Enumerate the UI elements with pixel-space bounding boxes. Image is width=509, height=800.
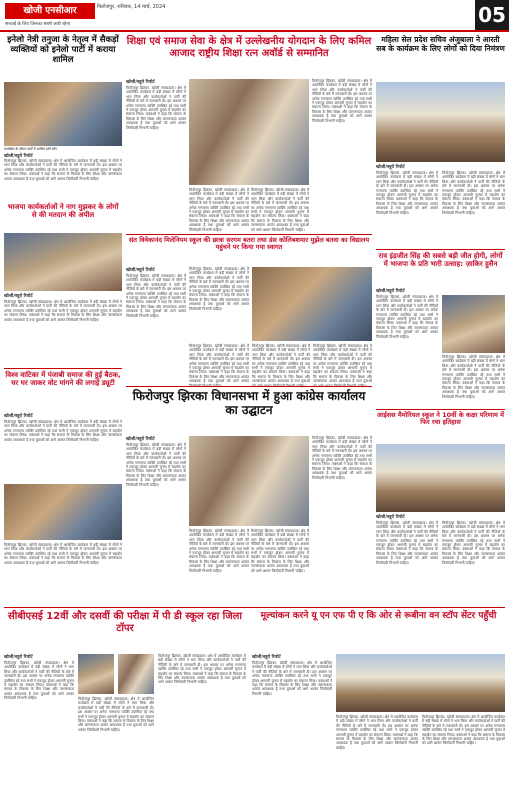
story-body: फिरोजपुर झिरका, खोजी संवाददाता। क्षेत्र में आयोजित कार्यक्रम में बड़ी संख्या में लोगों ने भाग लिया और कार्यकर्ताओं ने पार्टी की नीतियों के बारे में जानकारी दी। इस अवसर पर अनेक गणमान्य व्यक्ति उपस्थित रहे तथा सभी ने एकजुट होकर आगामी चुनाव में सहयोग का संकल्प लिया। वक्ताओं ने कहा कि समाज के विकास के लिए शिक्षा और जागरूकता अत्यंत आवश्यक है तथा युवाओं को आगे आकर जिम्मेदारी निभानी चाहिए। [442, 171, 505, 215]
photo-bjp-workers [4, 233, 122, 291]
story-body: फिरोजपुर झिरका, खोजी संवाददाता। क्षेत्र में आयोजित कार्यक्रम में बड़ी संख्या में लोगों ने भाग लिया और कार्यकर्ताओं ने पार्टी की नीतियों के बारे में जानकारी दी। इस अवसर पर अनेक गणमान्य व्यक्ति उपस्थित रहे तथा सभी ने एकजुट होकर आगामी चुनाव में सहयोग का संकल्प लिया। वक्ताओं ने कहा कि समाज के विकास के लिए शिक्षा और जागरूकता अत्यंत आवश्यक है तथा युवाओं को आगे आकर जिम्मेदारी निभानी चाहिए। [126, 86, 186, 130]
photo-zakir-hussain [442, 295, 505, 353]
byline: खोजी/ब्यूरो रिपोर्ट [252, 655, 281, 660]
story-body: फिरोजपुर झिरका, खोजी संवाददाता। क्षेत्र में आयोजित कार्यक्रम में बड़ी संख्या में लोगों ने भाग लिया और कार्यकर्ताओं ने पार्टी की नीतियों के बारे में जानकारी दी। इस अवसर पर अनेक गणमान्य व्यक्ति उपस्थित रहे तथा सभी ने एकजुट होकर आगामी चुनाव में सहयोग का संकल्प लिया। वक्ताओं ने कहा कि समाज के विकास के लिए शिक्षा और जागरूकता अत्यंत आवश्यक है तथा युवाओं को आगे आकर जिम्मेदारी निभानी चाहिए। [376, 295, 438, 339]
story-body: फिरोजपुर झिरका, खोजी संवाददाता। क्षेत्र में आयोजित कार्यक्रम में बड़ी संख्या में लोगों ने भाग लिया और कार्यकर्ताओं ने पार्टी की नीतियों के बारे में जानकारी दी। इस अवसर पर अनेक गणमान्य व्यक्ति उपस्थित रहे तथा सभी ने एकजुट होकर आगामी चुनाव में सहयोग का संकल्प लिया। वक्ताओं ने कहा कि समाज के विकास के लिए शिक्षा और जागरूकता अत्यंत आवश्यक है तथा युवाओं को आगे आकर जिम्मेदारी निभानी चाहिए। [189, 267, 249, 311]
headline-school-welcome: संत विवेकानंद मिलेनियम स्कूल की छात्रा सरगम बतरा तथा डंस कोलिबशमार मुझेल बतवा का विद्यालय पहुंचने पर किया गया स्वागत [128, 236, 370, 252]
story-body: फिरोजपुर झिरका, खोजी संवाददाता। क्षेत्र में आयोजित कार्यक्रम में बड़ी संख्या में लोगों ने भाग लिया और कार्यकर्ताओं ने पार्टी की नीतियों के बारे में जानकारी दी। इस अवसर पर अनेक गणमान्य व्यक्ति उपस्थित रहे तथा सभी ने एकजुट होकर आगामी चुनाव में सहयोग का संकल्प लिया। वक्ताओं ने कहा कि समाज के विकास के लिए शिक्षा और जागरूकता अत्यंत आवश्यक है तथा युवाओं को आगे आकर जिम्मेदारी निभानी चाहिए। [442, 521, 505, 565]
photo-students-result [376, 444, 505, 512]
byline: खोजी/ब्यूरो रिपोर्ट [4, 414, 33, 419]
byline: खोजी/ब्यूरो रिपोर्ट [4, 294, 33, 299]
divider [126, 386, 372, 387]
photo-topper-1 [78, 654, 114, 694]
story-body: फिरोजपुर झिरका, खोजी संवाददाता। क्षेत्र में आयोजित कार्यक्रम में बड़ी संख्या में लोगों ने भाग लिया और कार्यकर्ताओं ने पार्टी की नीतियों के बारे में जानकारी दी। इस अवसर पर अनेक गणमान्य व्यक्ति उपस्थित रहे तथा सभी ने एकजुट होकर आगामी चुनाव में सहयोग का संकल्प लिया। वक्ताओं ने कहा कि समाज के विकास के लिए शिक्षा और जागरूकता अत्यंत आवश्यक है तथा युवाओं को आगे आकर जिम्मेदारी निभानी चाहिए। [78, 697, 155, 732]
photo-caption: कार्यक्रम के दौरान पार्टी में शामिल होते लोग [4, 147, 57, 151]
byline: खोजी/ब्यूरो रिपोर्ट [4, 655, 33, 660]
photo-women-gathering [376, 82, 505, 162]
headline-education-award: शिक्षा एवं समाज सेवा के क्षेत्र में उल्लेखनीय योगदान के लिए कमिल आजाद राष्ट्रीय शिक्षा रत्न अवॉर्ड से सम्मानित [126, 36, 372, 59]
story-body: फिरोजपुर झिरका, खोजी संवाददाता। क्षेत्र में आयोजित कार्यक्रम में बड़ी संख्या में लोगों ने भाग लिया और कार्यकर्ताओं ने पार्टी की नीतियों के बारे में जानकारी दी। इस अवसर पर अनेक गणमान्य व्यक्ति उपस्थित रहे तथा सभी ने एकजुट होकर आगामी चुनाव में सहयोग का संकल्प लिया। वक्ताओं ने कहा कि समाज के विकास के लिए शिक्षा और जागरूकता अत्यंत आवश्यक है तथा युवाओं को आगे आकर जिम्मेदारी निभानी चाहिए। [376, 521, 438, 565]
tagline: सच्चाई के लिए जिनका संघर्ष जारी रहेगा [5, 22, 71, 27]
story-body: फिरोजपुर झिरका, खोजी संवाददाता। क्षेत्र में आयोजित कार्यक्रम में बड़ी संख्या में लोगों ने भाग लिया और कार्यकर्ताओं ने पार्टी की नीतियों के बारे में जानकारी दी। इस अवसर पर अनेक गणमान्य व्यक्ति उपस्थित रहे तथा सभी ने एकजुट होकर आगामी चुनाव में सहयोग का संकल्प लिया। वक्ताओं ने कहा कि समाज के विकास के लिए शिक्षा और जागरूकता अत्यंत आवश्यक है तथा युवाओं को आगे आकर जिम्मेदारी निभानी चाहिए। [312, 79, 372, 123]
story-body: फिरोजपुर झिरका, खोजी संवाददाता। क्षेत्र में आयोजित कार्यक्रम में बड़ी संख्या में लोगों ने भाग लिया और कार्यकर्ताओं ने पार्टी की नीतियों के बारे में जानकारी दी। इस अवसर पर अनेक गणमान्य व्यक्ति उपस्थित रहे तथा सभी ने एकजुट होकर आगामी चुनाव में सहयोग का संकल्प लिया। वक्ताओं ने कहा कि समाज के विकास के लिए शिक्षा और जागरूकता अत्यंत आवश्यक है तथा युवाओं को आगे आकर जिम्मेदारी निभानी चाहिए। [252, 661, 332, 696]
story-body: फिरोजपुर झिरका, खोजी संवाददाता। क्षेत्र में आयोजित कार्यक्रम में बड़ी संख्या में लोगों ने भाग लिया और कार्यकर्ताओं ने पार्टी की नीतियों के बारे में जानकारी दी। इस अवसर पर अनेक गणमान्य व्यक्ति उपस्थित रहे तथा सभी ने एकजुट होकर आगामी चुनाव में सहयोग का संकल्प लिया। वक्ताओं ने कहा कि समाज के विकास के लिए शिक्षा और जागरूकता अत्यंत आवश्यक है तथा युवाओं [252, 344, 310, 384]
headline-cbse-topper: सीबीएसई 12वीं और दसवीं की परीक्षा में पी डी स्कूल रहा जिला टॉपर [7, 611, 243, 634]
byline: खोजी/ब्यूरो रिपोर्ट [376, 289, 405, 294]
story-body: फिरोजपुर झिरका, खोजी संवाददाता। क्षेत्र में आयोजित कार्यक्रम में बड़ी संख्या में लोगों ने भाग लिया और कार्यकर्ताओं ने पार्टी की नीतियों के बारे में जानकारी दी। इस अवसर पर अनेक गणमान्य व्यक्ति उपस्थित रहे तथा सभी ने एकजुट होकर आगामी चुनाव में सहयोग का संकल्प लिया। वक्ताओं ने कहा कि समाज के विकास के लिए शिक्षा और जागरूकता अत्यंत आवश्यक है तथा युवाओं को आगे आकर जिम्मेदारी निभानी चाहिए। [4, 159, 122, 181]
story-body: फिरोजपुर झिरका, खोजी संवाददाता। क्षेत्र में आयोजित कार्यक्रम में बड़ी संख्या में लोगों ने भाग लिया और कार्यकर्ताओं ने पार्टी की नीतियों के बारे में जानकारी दी। इस अवसर पर अनेक गणमान्य व्यक्ति उपस्थित रहे तथा सभी ने एकजुट होकर आगामी चुनाव में सहयोग का संकल्प लिया। वक्ताओं ने कहा कि समाज के विकास के लिए शिक्षा और जागरूकता अत्यंत आवश्यक है तथा युवाओं को आगे आकर जिम्मेदारी निभानी चाहिए। [189, 188, 249, 232]
photo-award-ceremony [189, 79, 309, 185]
story-body: फिरोजपुर झिरका, खोजी संवाददाता। क्षेत्र में आयोजित कार्यक्रम में बड़ी संख्या में लोगों ने भाग लिया और कार्यकर्ताओं ने पार्टी की नीतियों के बारे में जानकारी दी। इस अवसर पर अनेक गणमान्य व्यक्ति उपस्थित रहे तथा सभी ने एकजुट होकर आगामी चुनाव में सहयोग का संकल्प लिया। वक्ताओं ने कहा कि समाज के विकास के लिए शिक्षा और जागरूकता अत्यंत आवश्यक है तथा युवाओं को आगे आकर जिम्मेदारी निभानी चाहिए। [126, 443, 186, 487]
headline-school-result: आईसस मैमोरियल स्कूल ने 10वीं के कक्षा परिणाम में फिर रचा इतिहास [376, 411, 505, 427]
headline-mahila-cell: महिला सेल प्रदेश सचिव अंजुबाला ने आरती सब के कार्यक्रम के लिए लोगों को दिया निमंत्रण [376, 35, 505, 53]
story-body: फिरोजपुर झिरका, खोजी संवाददाता। क्षेत्र में आयोजित कार्यक्रम में बड़ी संख्या में लोगों ने भाग लिया और कार्यकर्ताओं ने पार्टी की नीतियों के बारे में जानकारी दी। इस अवसर पर अनेक गणमान्य व्यक्ति उपस्थित रहे तथा सभी ने एकजुट होकर आगामी चुनाव में सहयोग का संकल्प लिया। वक्ताओं ने कहा कि समाज के विकास के लिए शिक्षा और जागरूकता अत्यंत आवश्यक है तथा युवाओं [313, 344, 372, 384]
story-body: फिरोजपुर झिरका, खोजी संवाददाता। क्षेत्र में आयोजित कार्यक्रम में बड़ी संख्या में लोगों ने भाग लिया और कार्यकर्ताओं ने पार्टी की नीतियों के बारे में जानकारी दी। इस अवसर पर अनेक गणमान्य व्यक्ति उपस्थित रहे तथा सभी ने एकजुट होकर आगामी चुनाव में सहयोग का संकल्प लिया। वक्ताओं ने कहा कि समाज के विकास के लिए शिक्षा और जागरूकता अत्यंत आवश्यक है तथा युवाओं को आगे आकर जिम्मेदारी निभानी चाहिए। [251, 529, 309, 573]
divider [126, 234, 372, 235]
byline: खोजी/ब्यूरो रिपोर्ट [376, 165, 405, 170]
byline: खोजी/ब्यूरो रिपोर्ट [126, 268, 155, 273]
story-body: फिरोजपुर झिरका, खोजी संवाददाता। क्षेत्र में आयोजित कार्यक्रम में बड़ी संख्या में लोगों ने भाग लिया और कार्यकर्ताओं ने पार्टी की नीतियों के बारे में जानकारी दी। इस अवसर पर अनेक गणमान्य व्यक्ति उपस्थित रहे तथा सभी ने एकजुट होकर आगामी चुनाव में सहयोग का संकल्प लिया। वक्ताओं ने कहा कि समाज के विकास के लिए शिक्षा और जागरूकता अत्यंत आवश्यक है तथा युवाओं को आगे आकर जिम्मेदारी निभानी चाहिए। [251, 188, 309, 232]
story-body: फिरोजपुर झिरका, खोजी संवाददाता। क्षेत्र में आयोजित कार्यक्रम में बड़ी संख्या में लोगों ने भाग लिया और कार्यकर्ताओं ने पार्टी की नीतियों के बारे में जानकारी दी। इस अवसर पर अनेक गणमान्य व्यक्ति उपस्थित रहे तथा सभी ने एकजुट होकर आगामी चुनाव में सहयोग का संकल्प लिया। वक्ताओं ने कहा कि समाज के विकास के लिए शिक्षा और जागरूकता अत्यंत आवश्यक है तथा युवाओं को आगे आकर जिम्मेदारी निभानी चाहिए। [4, 300, 122, 322]
byline: खोजी/ब्यूरो रिपोर्ट [4, 154, 33, 159]
byline: खोजी/ब्यूरो रिपोर्ट [126, 80, 155, 85]
story-body: फिरोजपुर झिरका, खोजी संवाददाता। क्षेत्र में आयोजित कार्यक्रम में बड़ी संख्या में लोगों ने भाग लिया और कार्यकर्ताओं ने पार्टी की नीतियों के बारे में जानकारी दी। इस अवसर पर अनेक गणमान्य व्यक्ति उपस्थित रहे तथा सभी ने एकजुट होकर आगामी चुनाव में सहयोग का संकल्प लिया। वक्ताओं ने कहा कि समाज के विकास के लिए शिक्षा और जागरूकता अत्यंत आवश्यक है तथा युवाओं को आगे आकर [189, 344, 249, 384]
story-body: फिरोजपुर झिरका, खोजी संवाददाता। क्षेत्र में आयोजित कार्यक्रम में बड़ी संख्या में लोगों ने भाग लिया और कार्यकर्ताओं ने पार्टी की नीतियों के बारे में जानकारी दी। इस अवसर पर अनेक गणमान्य व्यक्ति उपस्थित रहे तथा सभी ने एकजुट होकर आगामी चुनाव में सहयोग का संकल्प लिया। वक्ताओं ने कहा कि समाज के विकास के लिए शिक्षा और जागरूकता अत्यंत आवश्यक है तथा युवाओं को आगे आकर जिम्मेदारी निभानी चाहिए। [376, 171, 438, 215]
story-body: फिरोजपुर झिरका, खोजी संवाददाता। क्षेत्र में आयोजित कार्यक्रम में बड़ी संख्या में लोगों ने भाग लिया और कार्यकर्ताओं ने पार्टी की नीतियों के बारे में जानकारी दी। इस अवसर पर अनेक गणमान्य व्यक्ति उपस्थित रहे तथा सभी ने एकजुट होकर आगामी चुनाव में सहयोग का संकल्प लिया। वक्ताओं ने कहा कि समाज के विकास के लिए शिक्षा और जागरूकता अत्यंत आवश्यक है तथा युवाओं को आगे आकर जिम्मेदारी निभानी चाहिए। [158, 654, 246, 685]
divider [376, 409, 505, 410]
photo-congress-inauguration [189, 436, 309, 526]
masthead [0, 0, 509, 32]
date-line: फिरोजपुर, शनिवार, 14 मार्च, 2024 [97, 4, 166, 10]
headline-punjabi-samaj: विश्व वाटिका में पंजाबी समाज की हुई बैठक, घर घर जाकर वोट मांगने की लगाई ड्यूटी [5, 371, 121, 388]
byline: खोजी/ब्यूरो रिपोर्ट [126, 437, 155, 442]
story-body: फिरोजपुर झिरका, खोजी संवाददाता। क्षेत्र में आयोजित कार्यक्रम में बड़ी संख्या में लोगों ने भाग लिया और कार्यकर्ताओं ने पार्टी की नीतियों के बारे में जानकारी दी। इस अवसर पर अनेक गणमान्य व्यक्ति उपस्थित रहे तथा सभी ने एकजुट होकर आगामी चुनाव में सहयोग का संकल्प लिया। वक्ताओं ने कहा कि समाज के विकास के लिए शिक्षा और जागरूकता अत्यंत आवश्यक है तथा युवाओं को आगे आकर जिम्मेदारी निभानी चाहिए। [422, 715, 505, 746]
byline: खोजी/ब्यूरो रिपोर्ट [376, 515, 405, 520]
photo-one-stop-centre [336, 654, 505, 712]
newspaper-brand: खोजी एनसीआर [5, 3, 95, 19]
story-body: फिरोजपुर झिरका, खोजी संवाददाता। क्षेत्र में आयोजित कार्यक्रम में बड़ी संख्या में लोगों ने भाग लिया और कार्यकर्ताओं ने पार्टी की नीतियों के बारे में जानकारी दी। इस अवसर पर अनेक गणमान्य व्यक्ति उपस्थित रहे तथा सभी ने एकजुट होकर आगामी चुनाव में सहयोग का संकल्प लिया। वक्ताओं ने कहा कि समाज के विकास के लिए शिक्षा और जागरूकता अत्यंत आवश्यक है तथा युवाओं को आगे आकर जिम्मेदारी निभानी चाहिए। [126, 274, 186, 318]
story-body: फिरोजपुर झिरका, खोजी संवाददाता। क्षेत्र में आयोजित कार्यक्रम में बड़ी संख्या में लोगों ने भाग लिया और कार्यकर्ताओं ने पार्टी की नीतियों के बारे में जानकारी दी। इस अवसर पर अनेक गणमान्य व्यक्ति उपस्थित रहे तथा सभी ने एकजुट होकर आगामी चुनाव में सहयोग का संकल्प लिया। वक्ताओं ने कहा कि समाज के विकास के लिए शिक्षा और जागरूकता अत्यंत आवश्यक है तथा युवाओं को आगे आकर जिम्मेदारी निभानी चाहिए। [4, 661, 74, 701]
divider [376, 249, 505, 250]
divider [4, 368, 122, 369]
headline-congress-office: फिरोजपुर झिरका विधानसभा में हुआ कांग्रेस कार्यालय का उद्घाटन [132, 389, 366, 417]
photo-inld-event [4, 82, 122, 146]
headline-rao-inderjit: राव इंद्रजीत सिंह की सबसे बड़ी जीत होगी, लोगों में भाजपा के प्रति भारी उत्साह: ज़ाकिर हुसैन [378, 252, 503, 269]
story-body: फिरोजपुर झिरका, खोजी संवाददाता। क्षेत्र में आयोजित कार्यक्रम में बड़ी संख्या में लोगों ने भाग लिया और कार्यकर्ताओं ने पार्टी की नीतियों के बारे में जानकारी दी। इस अवसर पर अनेक गणमान्य व्यक्ति उपस्थित रहे तथा सभी ने एकजुट होकर आगामी चुनाव में सहयोग का संकल्प लिया। वक्ताओं ने कहा कि समाज के विकास के लिए शिक्षा और जागरूकता अत्यंत आवश्यक है तथा युवाओं को आगे आकर जिम्मेदारी निभानी चाहिए। [336, 715, 418, 750]
story-body: फिरोजपुर झिरका, खोजी संवाददाता। क्षेत्र में आयोजित कार्यक्रम में बड़ी संख्या में लोगों ने भाग लिया और कार्यकर्ताओं ने पार्टी की नीतियों के बारे में जानकारी दी। इस अवसर पर अनेक गणमान्य व्यक्ति उपस्थित रहे तथा सभी ने एकजुट होकर आगामी चुनाव में सहयोग का संकल्प लिया। वक्ताओं ने कहा कि समाज के विकास के लिए शिक्षा और जागरूकता अत्यंत आवश्यक है तथा युवाओं को आगे आकर जिम्मेदारी निभानी चाहिए। [312, 436, 372, 480]
story-body: फिरोजपुर झिरका, खोजी संवाददाता। क्षेत्र में आयोजित कार्यक्रम में बड़ी संख्या में लोगों ने भाग लिया और कार्यकर्ताओं ने पार्टी की नीतियों के बारे में जानकारी दी। इस अवसर पर अनेक गणमान्य व्यक्ति उपस्थित रहे तथा सभी ने एकजुट होकर आगामी चुनाव में सहयोग का संकल्प लिया। वक्ताओं ने कहा कि समाज के विकास के लिए शिक्षा और जागरूकता अत्यंत आवश्यक है तथा युवाओं को आगे आकर जिम्मेदारी निभानी चाहिए। [189, 529, 249, 573]
story-body: फिरोजपुर झिरका, खोजी संवाददाता। क्षेत्र में आयोजित कार्यक्रम में बड़ी संख्या में लोगों ने भाग लिया और कार्यकर्ताओं ने पार्टी की नीतियों के बारे में जानकारी दी। इस अवसर पर अनेक गणमान्य व्यक्ति उपस्थित रहे तथा सभी ने एकजुट होकर आगामी चुनाव में सहयोग का संकल्प लिया। वक्ताओं ने कहा कि समाज के विकास के लिए शिक्षा और जागरूकता अत्यंत आवश्यक है तथा युवाओं को आगे आकर जिम्मेदारी निभानी चाहिए। [4, 543, 122, 565]
subheadline-bjp-appeal: भाजपा कार्यकर्ताओं ने नाग मुझकर के लोगों से की मतदान की अपील [7, 203, 119, 220]
photo-topper-2 [118, 654, 154, 694]
story-body: फिरोजपुर झिरका, खोजी संवाददाता। क्षेत्र में आयोजित कार्यक्रम में बड़ी संख्या में लोगों ने भाग लिया और कार्यकर्ताओं ने पार्टी की नीतियों के बारे में जानकारी दी। इस अवसर पर अनेक गणमान्य व्यक्ति उपस्थित रहे तथा सभी ने एकजुट होकर आगामी चुनाव में सहयोग का संकल्प लिया। वक्ताओं ने कहा कि समाज के विकास के लिए शिक्षा और जागरूकता अत्यंत आवश्यक है तथा युवाओं को आगे आकर जिम्मेदारी निभानी चाहिए। [442, 355, 505, 399]
photo-school-students [252, 267, 372, 341]
story-body: फिरोजपुर झिरका, खोजी संवाददाता। क्षेत्र में आयोजित कार्यक्रम में बड़ी संख्या में लोगों ने भाग लिया और कार्यकर्ताओं ने पार्टी की नीतियों के बारे में जानकारी दी। इस अवसर पर अनेक गणमान्य व्यक्ति उपस्थित रहे तथा सभी ने एकजुट होकर आगामी चुनाव में सहयोग का संकल्प लिया। वक्ताओं ने कहा कि समाज के विकास के लिए शिक्षा और जागरूकता अत्यंत आवश्यक है तथा युवाओं को आगे आकर जिम्मेदारी निभानी चाहिए। [4, 420, 122, 442]
photo-punjabi-meeting [4, 484, 122, 540]
divider [4, 607, 505, 608]
headline-unfpa-visit: मूल्यांकन करने यू एन एफ पी ए कि ओर से रूबीना वन स्टॉप सेंटर पहुँची [260, 611, 497, 621]
headline-inld-joining: इनेलो नेत्री तनुजा के नेतृत्व में सैकड़ों व्यक्तियों को इनेलो पार्टी में कराया शामिल [7, 35, 119, 65]
page-number: 05 [475, 0, 509, 30]
